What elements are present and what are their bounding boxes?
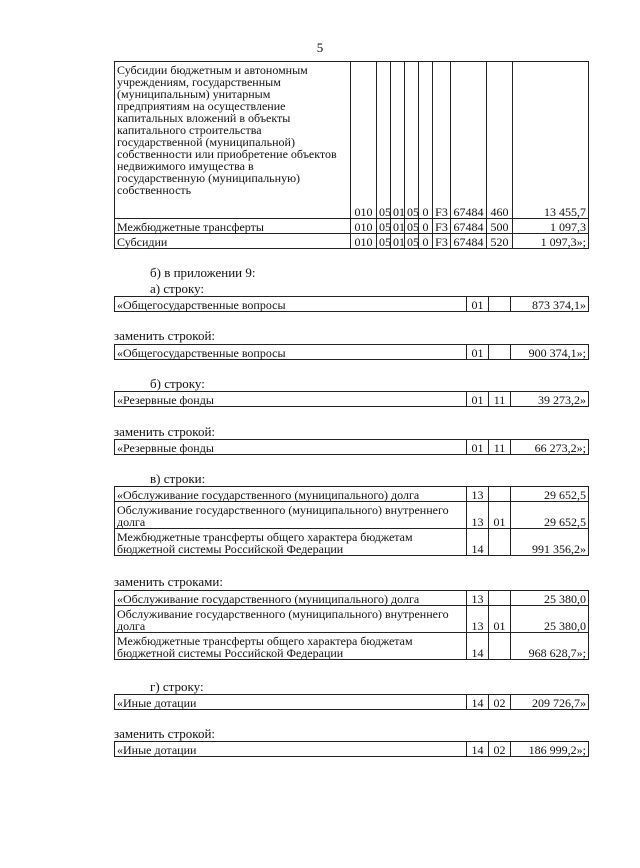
code-cell: 0 xyxy=(419,219,433,234)
value-cell: 186 999,2»; xyxy=(511,742,589,757)
table-row xyxy=(115,695,589,710)
sub-a-table xyxy=(114,296,589,312)
replace-d-label: заменить строкой: xyxy=(114,726,216,741)
code-cell: 01 xyxy=(391,219,405,234)
table-row xyxy=(115,234,589,249)
code-cell: 13 xyxy=(467,591,489,606)
code-cell: 01 xyxy=(467,440,489,455)
row-name-line: капитальных вложений в объекты xyxy=(117,111,291,125)
row-name-line: собственности или приобретение объектов xyxy=(117,147,337,161)
row-name-cell: Межбюджетные трансферты xyxy=(115,219,351,234)
table-row xyxy=(115,219,589,234)
code-cell: 05 xyxy=(405,219,419,234)
code-cell: 13 xyxy=(467,487,489,502)
row-name-cell: «Резервные фонды xyxy=(115,392,467,407)
table-row xyxy=(115,297,589,312)
section-b-heading: б) в приложении 9: xyxy=(150,265,256,280)
row-name-cell: «Общегосударственные вопросы xyxy=(115,345,467,360)
value-cell: 968 628,7»; xyxy=(511,633,589,660)
row-name-cell: «Общегосударственные вопросы xyxy=(115,297,467,312)
code-cell: 67484 xyxy=(451,234,487,249)
code-cell: 520 xyxy=(487,234,513,249)
code-cell: 05 xyxy=(377,234,391,249)
code-cell: F3 xyxy=(433,62,451,219)
code-cell: 05 xyxy=(377,62,391,219)
row-name-line: учреждениям, государственным xyxy=(117,75,281,89)
sub-c-label: в) строки: xyxy=(150,471,206,486)
code-cell: 14 xyxy=(467,633,489,660)
value-cell: 13 455,7 xyxy=(513,62,589,219)
row-name-line: капитального строительства xyxy=(117,123,262,137)
code-cell: 05 xyxy=(377,219,391,234)
sub-code-cell: 01 xyxy=(489,502,511,529)
code-cell: 13 xyxy=(467,502,489,529)
row-name-cell xyxy=(115,529,467,556)
replace-b-label: заменить строкой: xyxy=(114,424,216,439)
sub-code-cell: 11 xyxy=(489,392,511,407)
row-name-cell: Субсидии xyxy=(115,234,351,249)
table-row xyxy=(115,345,589,360)
code-cell: 010 xyxy=(351,219,377,234)
row-name-line: Межбюджетные трансферты общего характера бюджетам xyxy=(117,530,413,544)
row-name-line: предприятиям на осуществление xyxy=(117,99,286,113)
sub-a-label: а) строку: xyxy=(150,281,205,296)
replace-a-label: заменить строкой: xyxy=(114,328,216,343)
row-name-cell xyxy=(115,633,467,660)
code-cell: 01 xyxy=(467,297,489,312)
sub-d-table xyxy=(114,694,589,710)
sub-code-cell xyxy=(489,591,511,606)
table-row xyxy=(115,529,589,556)
code-cell: 05 xyxy=(405,234,419,249)
value-cell: 25 380,0 xyxy=(511,591,589,606)
table-row xyxy=(115,487,589,502)
table-row xyxy=(115,606,589,633)
sub-d-label: г) строку: xyxy=(150,679,204,694)
row-name-line: Субсидии бюджетным и автономным xyxy=(117,63,308,77)
value-cell: 66 273,2»; xyxy=(511,440,589,455)
code-cell: 05 xyxy=(405,62,419,219)
code-cell: 67484 xyxy=(451,219,487,234)
value-cell: 39 273,2» xyxy=(511,392,589,407)
value-cell: 873 374,1» xyxy=(511,297,589,312)
replace-a-table xyxy=(114,344,589,360)
row-name-line: (муниципальным) унитарным xyxy=(117,87,271,101)
sub-code-cell xyxy=(489,487,511,502)
sub-code-cell xyxy=(489,345,511,360)
sub-code-cell xyxy=(489,529,511,556)
sub-code-cell: 02 xyxy=(489,742,511,757)
code-cell: 010 xyxy=(351,62,377,219)
value-cell: 1 097,3 xyxy=(513,219,589,234)
code-cell: 67484 xyxy=(451,62,487,219)
code-cell: F3 xyxy=(433,219,451,234)
code-cell: F3 xyxy=(433,234,451,249)
sub-code-cell xyxy=(489,297,511,312)
sub-code-cell: 01 xyxy=(489,606,511,633)
sub-code-cell: 02 xyxy=(489,695,511,710)
value-cell: 1 097,3»; xyxy=(513,234,589,249)
row-name-cell: «Обслуживание государственного (муниципального) долга xyxy=(115,487,467,502)
row-name-line: собственность xyxy=(117,183,192,197)
sub-b-label: б) строку: xyxy=(150,376,205,391)
code-cell: 01 xyxy=(391,234,405,249)
table-row xyxy=(115,633,589,660)
row-name-line: бюджетной системы Российской Федерации xyxy=(117,542,344,556)
row-name-cell: «Иные дотации xyxy=(115,695,467,710)
code-cell: 14 xyxy=(467,695,489,710)
replace-c-table xyxy=(114,590,589,660)
row-name-line: государственной (муниципальной) xyxy=(117,135,295,149)
value-cell: 29 652,5 xyxy=(511,502,589,529)
value-cell: 991 356,2» xyxy=(511,529,589,556)
table-row xyxy=(115,502,589,529)
table-row xyxy=(115,62,589,219)
row-name-line: бюджетной системы Российской Федерации xyxy=(117,646,344,660)
code-cell: 0 xyxy=(419,62,433,219)
code-cell: 13 xyxy=(467,606,489,633)
code-cell: 01 xyxy=(467,392,489,407)
table-row xyxy=(115,440,589,455)
code-cell: 500 xyxy=(487,219,513,234)
row-name-cell xyxy=(115,62,351,219)
replace-b-table xyxy=(114,439,589,455)
row-name-cell xyxy=(115,502,467,529)
row-name-line: государственную (муниципальную) xyxy=(117,171,301,185)
value-cell: 29 652,5 xyxy=(511,487,589,502)
code-cell: 0 xyxy=(419,234,433,249)
value-cell: 25 380,0 xyxy=(511,606,589,633)
row-name-cell: «Резервные фонды xyxy=(115,440,467,455)
sub-b-table xyxy=(114,391,589,407)
code-cell: 460 xyxy=(487,62,513,219)
value-cell: 209 726,7» xyxy=(511,695,589,710)
row-name-cell: «Иные дотации xyxy=(115,742,467,757)
value-cell: 900 374,1»; xyxy=(511,345,589,360)
code-cell: 010 xyxy=(351,234,377,249)
row-name-cell xyxy=(115,606,467,633)
row-name-line: долга xyxy=(117,515,146,529)
row-name-line: долга xyxy=(117,619,146,633)
replace-c-label: заменить строками: xyxy=(114,574,223,589)
code-cell: 14 xyxy=(467,529,489,556)
table-row xyxy=(115,742,589,757)
code-cell: 01 xyxy=(391,62,405,219)
row-name-line: Межбюджетные трансферты общего характера бюджетам xyxy=(117,634,413,648)
row-name-line: Обслуживание государственного (муниципального) внутреннего xyxy=(117,503,449,517)
table-row xyxy=(115,591,589,606)
replace-d-table xyxy=(114,741,589,757)
row-name-line: недвижимого имущества в xyxy=(117,159,254,173)
page-number: 5 xyxy=(316,40,324,55)
row-name-cell: «Обслуживание государственного (муниципального) долга xyxy=(115,591,467,606)
sub-c-table xyxy=(114,486,589,556)
sub-code-cell: 11 xyxy=(489,440,511,455)
code-cell: 14 xyxy=(467,742,489,757)
sub-code-cell xyxy=(489,633,511,660)
row-name-line: Обслуживание государственного (муниципального) внутреннего xyxy=(117,607,449,621)
table-row xyxy=(115,392,589,407)
code-cell: 01 xyxy=(467,345,489,360)
top-budget-table xyxy=(114,61,589,249)
